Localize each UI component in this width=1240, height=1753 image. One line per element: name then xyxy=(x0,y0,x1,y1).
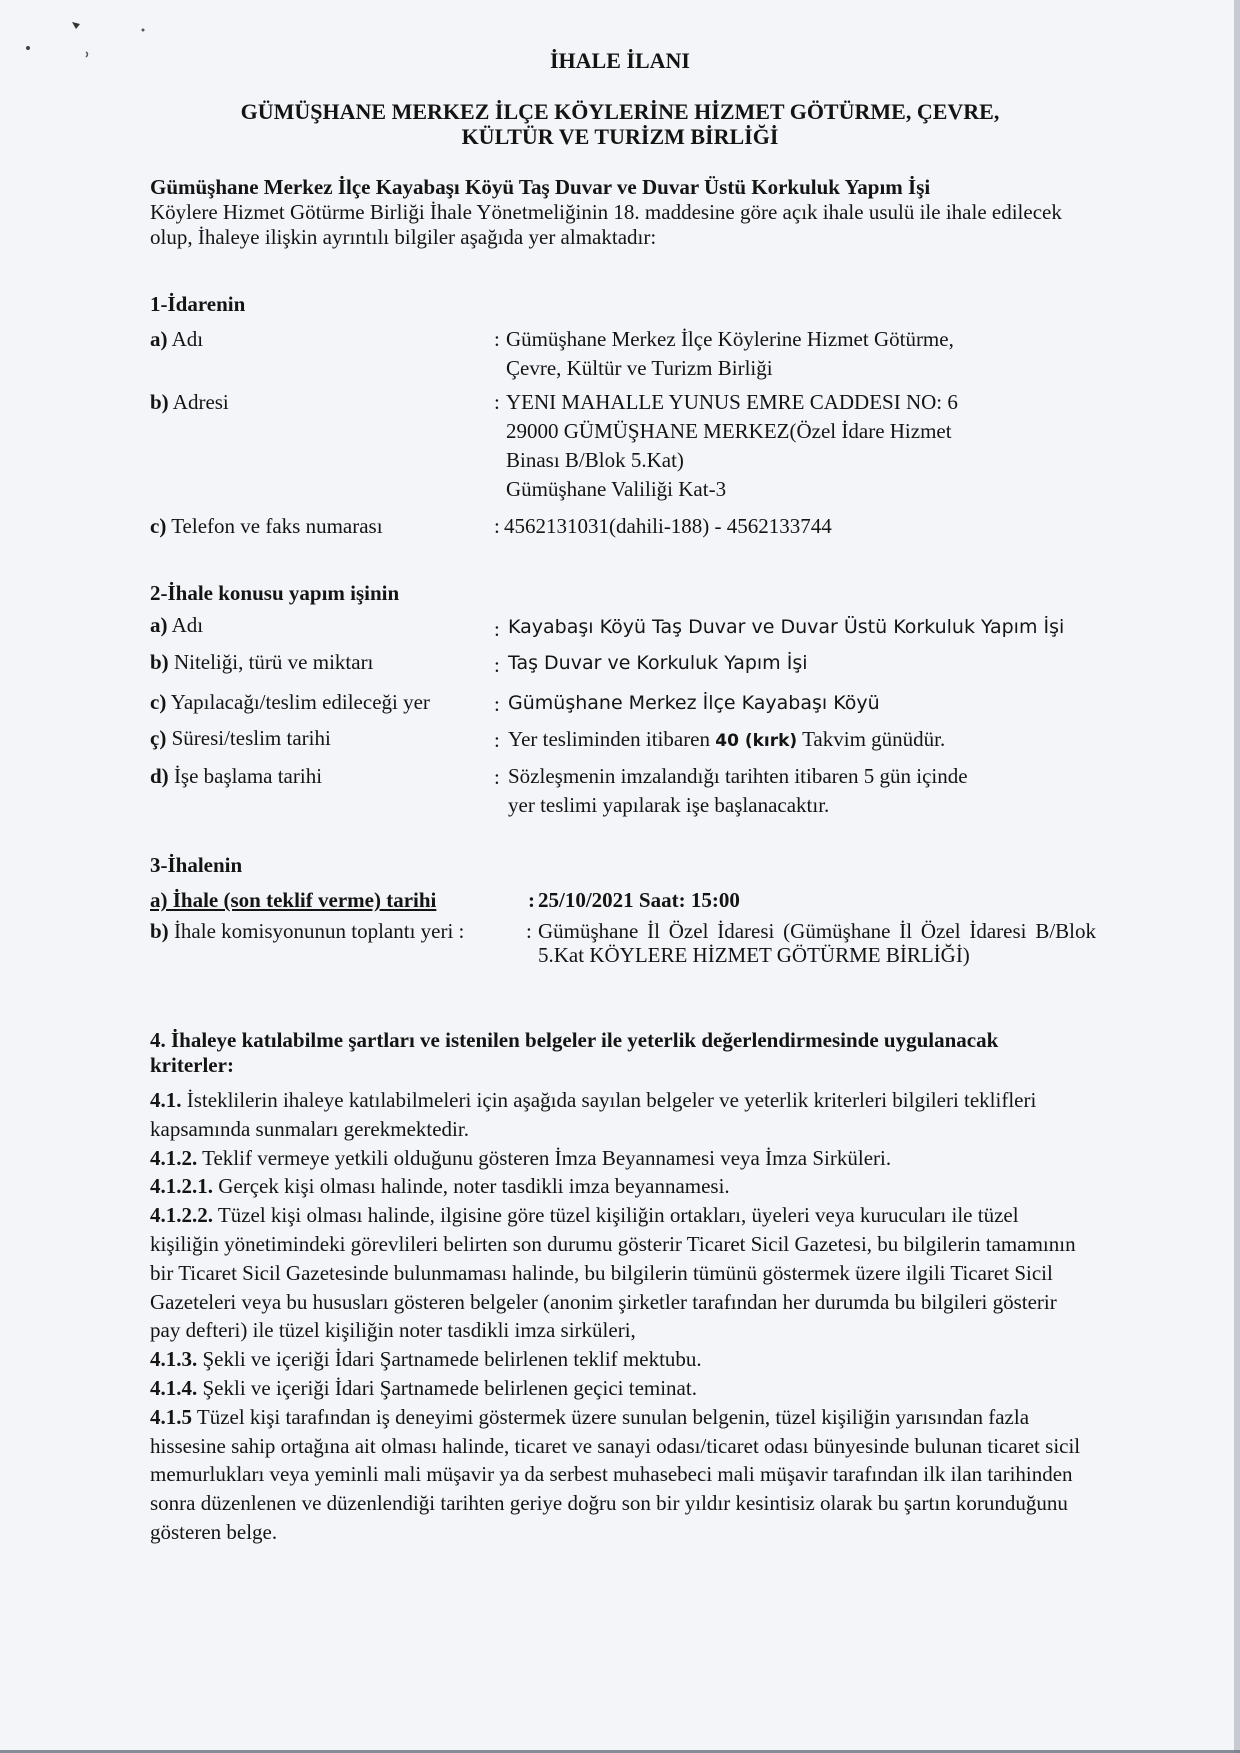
s3-b-colon: : xyxy=(526,919,532,943)
s4-item-4-1-5: 4.1.5 Tüzel kişi tarafından iş deneyimi göstermek üzere sunulan belgenin, tüzel kişiliğin yarısından fazla hissesine sahip ortağına ait olması halinde, ticaret ve sanayi odası/ticaret odası bünyesinde bulunan ticaret sicil memurlukları veya yeminli mali müşavir ya da serbest muhasebeci mali müşavir tarafından ilk ilan tarihinden sonra düzenlenen ve düzenlendiği tarihten geriye doğru son bir yıldır kesintisiz olarak bu şartın korunduğunu gösteren belge. xyxy=(150,1404,1081,1544)
s3-b-value: Gümüşhane İl Özel İdaresi (Gümüşhane İl Özel İdaresi B/Blok 5.Kat KÖYLERE HİZMET GÖTÜRME BİRLİĞİ) xyxy=(538,919,1096,967)
section-2-heading: 2-İhale konusu yapım işinin xyxy=(150,581,400,605)
s2-d-colon: : xyxy=(494,765,500,789)
s2-a-colon: : xyxy=(494,617,500,641)
s2-a-value: Kayabaşı Köyü Taş Duvar ve Duvar Üstü Korkuluk Yapım İşi xyxy=(508,616,1065,638)
s2-cc-value: Yer tesliminden itibaren 40 (kırk) Takvim günüdür. xyxy=(508,727,946,751)
s3-b-label: b) İhale komisyonunun toplantı yeri : xyxy=(150,919,465,943)
s1-c-value: 4562131031(dahili-188) - 4562133744 xyxy=(504,514,832,538)
s1-c-colon: : xyxy=(494,514,500,538)
s2-cc-colon: : xyxy=(494,728,500,752)
s4-item-4-1: 4.1. İsteklilerin ihaleye katılabilmeleri için aşağıda sayılan belgeler ve yeterlik kriterleri bilgileri teklifleri kapsamında sunmaları gerekmektedir. xyxy=(150,1088,1037,1141)
s1-a-label: a) Adı xyxy=(150,327,204,351)
org-name-line-2: KÜLTÜR VE TURİZM BİRLİĞİ xyxy=(461,124,779,149)
s1-c-label: c) Telefon ve faks numarası xyxy=(150,514,383,538)
s3-a-value: 25/10/2021 Saat: 15:00 xyxy=(538,888,740,912)
s3-a-colon: : xyxy=(528,888,535,912)
s1-a-value: Gümüşhane Merkez İlçe Köylerine Hizmet Götürme, Çevre, Kültür ve Turizm Birliği xyxy=(506,327,954,380)
s2-d-label: d) İşe başlama tarihi xyxy=(150,764,323,788)
s3-a-label: a) İhale (son teklif verme) tarihi xyxy=(150,888,437,912)
intro-subject: Gümüşhane Merkez İlçe Kayabaşı Köyü Taş Duvar ve Duvar Üstü Korkuluk Yapım İşi xyxy=(150,175,931,199)
s4-item-4-1-2: 4.1.2. Teklif vermeye yetkili olduğunu gösteren İmza Beyannamesi veya İmza Sirküleri. xyxy=(150,1145,892,1170)
s2-a-label: a) Adı xyxy=(150,613,204,637)
s2-cc-label: ç) Süresi/teslim tarihi xyxy=(150,726,331,750)
scan-edge-right xyxy=(1234,0,1240,1753)
intro-paragraph xyxy=(150,175,1100,250)
org-name-line-1: GÜMÜŞHANE MERKEZ İLÇE KÖYLERİNE HİZMET GÖTÜRME, ÇEVRE, xyxy=(240,99,1000,124)
s4-item-4-1-2-2: 4.1.2.2. Tüzel kişi olması halinde, ilgisine göre tüzel kişiliğin ortakları, üyeleri veya kurucuları ile tüzel kişiliğin yönetimindeki görevlileri belirten son durumu gösterir Ticaret Sicil Gazetesi, bu bilgilerin tamamının bir Ticaret Sicil Gazetesinde bulunmaması halinde, bu bilgilerin tümünü göstermek üzere ilgili Ticaret Sicil Gazeteleri veya bu hususları gösteren belgeler (anonim şirketler tarafından her durumda bu bilgileri gösterir pay defteri) ile tüzel kişiliğin noter tasdikli imza sirküleri, xyxy=(150,1203,1076,1343)
intro-text: Köylere Hizmet Götürme Birliği İhale Yönetmeliğinin 18. maddesine göre açık ihale usulü ile ihale edilecek olup, İhaleye ilişkin ayrıntılı bilgiler aşağıda yer almaktadır: xyxy=(150,200,1062,249)
s1-b-label: b) Adresi xyxy=(150,390,229,414)
document-title: İHALE İLANI xyxy=(550,48,690,73)
section-4-heading: 4. İhaleye katılabilme şartları ve istenilen belgeler ile yeterlik değerlendirmesinde uygulanacak kriterler: xyxy=(150,1028,999,1077)
s1-b-colon: : xyxy=(494,390,500,414)
s1-a-colon: : xyxy=(494,327,500,351)
s2-c-value: Gümüşhane Merkez İlçe Kayabaşı Köyü xyxy=(508,692,880,714)
s2-c-colon: : xyxy=(494,692,500,716)
s2-b-colon: : xyxy=(494,653,500,677)
section-1-heading: 1-İdarenin xyxy=(150,292,246,316)
s4-item-4-1-4: 4.1.4. Şekli ve içeriği İdari Şartnamede belirlenen geçici teminat. xyxy=(150,1375,697,1400)
s1-b-value: YENI MAHALLE YUNUS EMRE CADDESI NO: 6 29000 GÜMÜŞHANE MERKEZ(Özel İdare Hizmet Binası B/Blok 5.Kat) Gümüşhane Valiliği Kat-3 xyxy=(506,390,958,501)
s4-item-4-1-2-1: 4.1.2.1. Gerçek kişi olması halinde, noter tasdikli imza beyannamesi. xyxy=(150,1174,730,1199)
s4-item-4-1-3: 4.1.3. Şekli ve içeriği İdari Şartnamede belirlenen teklif mektubu. xyxy=(150,1347,702,1372)
s2-d-value: Sözleşmenin imzalandığı tarihten itibaren 5 gün içinde yer teslimi yapılarak işe başlanacaktır. xyxy=(508,764,968,817)
s2-c-label: c) Yapılacağı/teslim edileceği yer xyxy=(150,690,430,714)
s2-b-value: Taş Duvar ve Korkuluk Yapım İşi xyxy=(508,652,808,674)
section-3-heading: 3-İhalenin xyxy=(150,853,243,877)
section-4-items xyxy=(150,1086,1092,1547)
s2-b-label: b) Niteliği, türü ve miktarı xyxy=(150,650,374,674)
